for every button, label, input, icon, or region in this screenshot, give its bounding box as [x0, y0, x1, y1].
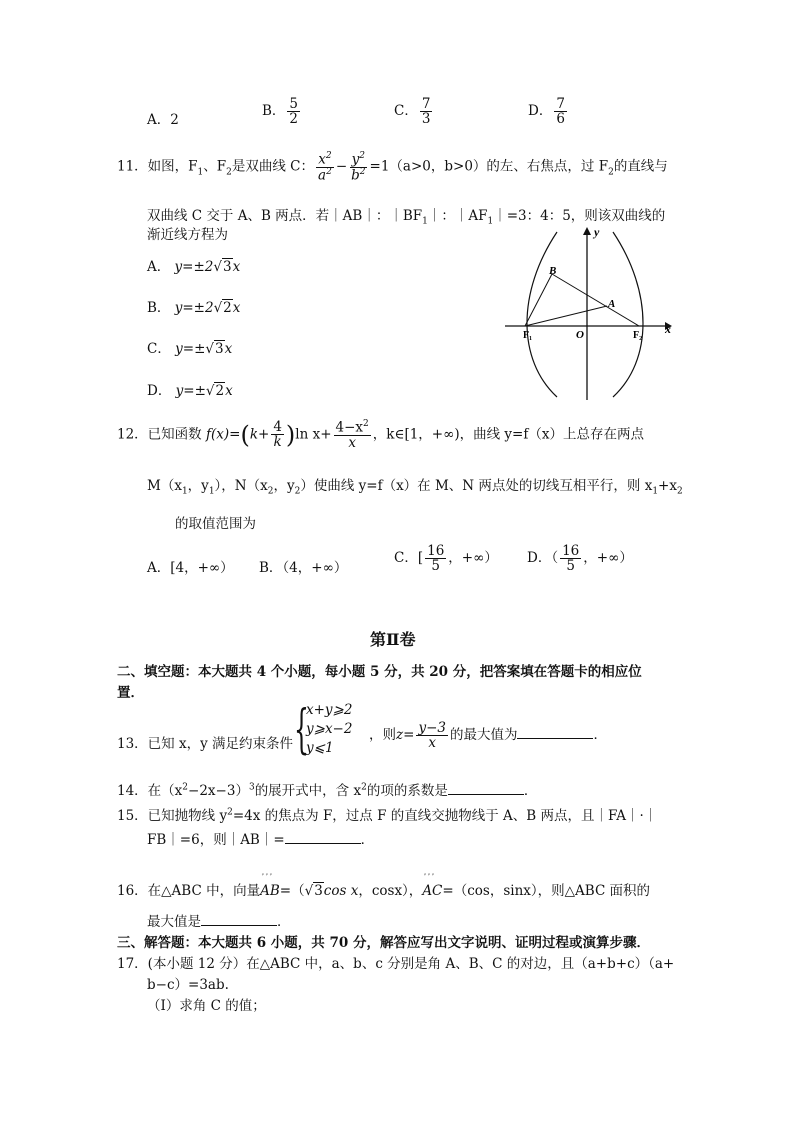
- part-2-heading-cont: 置．: [117, 685, 144, 701]
- q13-answer-blank[interactable]: [517, 738, 593, 739]
- q12-stem-line3: 的取值范围为: [175, 516, 256, 532]
- label-y: y: [594, 225, 600, 239]
- q16-question-line1: 16．在△ABC 中，向量ﾟﾟﾟ AB=（√3cos x，cosx），ﾟﾟﾟ AC=（cos，sinx），则△ABC 面积的: [117, 879, 650, 899]
- section-2-title: 第Ⅱ卷: [370, 630, 416, 649]
- q12-stem-line2: $M(x_1$，$y_1$），$N(x_2$，$y_2$）使曲线 y=f（x）在 M、N 两点处的切线互相平行，则 $x_1+x_2$: [147, 478, 683, 497]
- q16-answer-blank[interactable]: [201, 925, 277, 926]
- q10-option-c: C． $\frac{7}{3}$: [394, 96, 431, 128]
- q11-stem-line2: 双曲线 C 交于 A、B 两点．若｜AB｜：$|BF_1|$：$|AF_1|=3$：4：5，则该双曲线的: [147, 208, 666, 227]
- constraint-2: y⩾x−2: [306, 721, 353, 737]
- q12-option-a: A．[4，+∞）: [147, 560, 234, 576]
- hyperbola-figure: [505, 222, 675, 402]
- label-f2: F₂: [633, 330, 643, 341]
- q17-line1: 17．(本小题 12 分）在△ABC 中，a、b、c 分别是角 A、B、C 的对边，且（a+b+c）（a+: [117, 956, 675, 972]
- part-2-heading: 二、填空题：本大题共 4 个小题，每小题 5 分，共 20 分，把答案填在答题卡的相应位: [117, 664, 642, 680]
- q15-question-line1: 15．已知抛物线 $y^2=4x$ 的焦点为 F，过点 F 的直线交抛物线于 A、B 两点，且｜FA｜·｜: [117, 807, 658, 824]
- vector-ac: ﾟﾟﾟ AC: [422, 883, 442, 899]
- q11-option-a: A． y=±2√3x: [147, 259, 241, 275]
- right-hyperbola-branch: [613, 232, 643, 397]
- q11-stem-line3: 渐近线方程为: [147, 227, 228, 243]
- q11-option-b: B． y=±2√2x: [147, 300, 241, 316]
- q12-option-c: C．[ $\frac{16}{5}$ ，+∞）: [394, 543, 498, 575]
- q12-option-d: D．（ $\frac{16}{5}$ ，+∞）: [527, 543, 633, 575]
- q12-option-b: B．（4，+∞）: [259, 560, 348, 576]
- segment-b-f2: [552, 274, 639, 326]
- q12-stem-line1: 12．已知函数 f(x)=(k+ $\frac{4}{k}$ )ln x+ $\frac{4-x^2}{x}$ ，k∈[1，+∞)，曲线 y=f（x）上总存在两点: [117, 419, 644, 451]
- vector-ab: ﾟﾟﾟ AB: [260, 883, 280, 899]
- label-b: B: [549, 265, 557, 277]
- label-o: O: [576, 329, 584, 341]
- q17-part-1: （Ⅰ）求角 C 的值；: [147, 998, 266, 1014]
- q11-stem-line1: 11．如图，$F_1$、$F_2$是双曲线 C： $\frac{x^2}{a^2}$ − $\frac{y^2}{b^2}$ =1（a>0，b>0）的左、右焦点，过 $F_2$的直线与: [117, 151, 668, 184]
- q15-question-line2: FB｜=6，则｜AB｜= ．: [147, 832, 375, 848]
- part-3-heading: 三、解答题：本大题共 6 小题，共 70 分，解答应写出文字说明、证明过程或演算步骤．: [117, 935, 650, 951]
- q13-label: 13．已知 x，y 满足约束条件: [117, 736, 294, 752]
- q10-option-b: B． $\frac{5}{2}$: [262, 96, 299, 128]
- left-brace: {: [294, 699, 309, 760]
- q11-option-c: C． y=±√3x: [147, 341, 233, 357]
- label-x: x: [665, 322, 671, 336]
- label-a: A: [608, 298, 616, 310]
- constraint-1: x+y⩾2: [306, 702, 353, 718]
- constraint-3: y⩽1: [306, 740, 334, 756]
- y-axis-arrow: [583, 227, 591, 235]
- q14-answer-blank[interactable]: [448, 794, 524, 795]
- segment-f1-a: [525, 306, 607, 326]
- q14-question: 14．在$(x^2-2x-3)^3$的展开式中，含 $x^2$的项的系数是 ．: [117, 782, 538, 799]
- q10-option-d: D． $\frac{7}{6}$: [528, 96, 565, 128]
- q10-option-a: A．2: [147, 112, 179, 128]
- q13-constraint-system: [294, 701, 352, 758]
- q17-line2: b−c）=3ab.: [147, 977, 229, 993]
- label-f1: F₁: [523, 330, 533, 341]
- q15-answer-blank[interactable]: [285, 843, 361, 844]
- q11-option-d: D． y=±√2x: [147, 383, 233, 399]
- q16-question-line2: 最大值是 ．: [147, 914, 291, 930]
- q13-objective: ，则z= $\frac{y-3}{x}$ 的最大值为 ．: [369, 720, 607, 752]
